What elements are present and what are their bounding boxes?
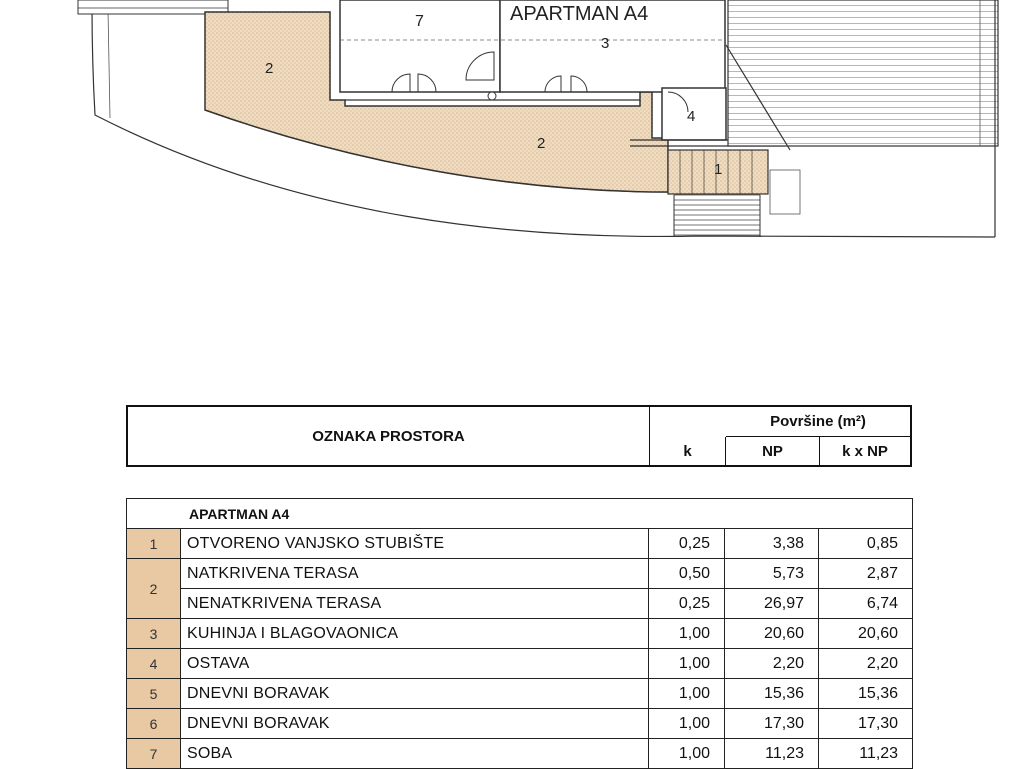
- coef-k: 1,00: [649, 709, 725, 739]
- coef-k: 1,00: [649, 739, 725, 769]
- roof-area: [728, 0, 998, 146]
- area-table-header: [126, 405, 912, 467]
- area-knp: 15,36: [819, 679, 913, 709]
- room-number: 6: [127, 709, 181, 739]
- header-povrsine: Površine (m²): [726, 407, 910, 437]
- table-row: [127, 559, 913, 589]
- coef-k: 0,25: [649, 529, 725, 559]
- table-row: [127, 529, 913, 559]
- area-knp: 20,60: [819, 619, 913, 649]
- room-name: SOBA: [181, 739, 649, 769]
- header-k: k: [650, 437, 726, 465]
- area-np: 15,36: [725, 679, 819, 709]
- coef-k: 1,00: [649, 619, 725, 649]
- room-number: 2: [127, 559, 181, 619]
- table-row: [127, 709, 913, 739]
- coef-k: 1,00: [649, 679, 725, 709]
- room-number: 4: [127, 649, 181, 679]
- room-label-3: 3: [601, 35, 610, 52]
- table-row: [127, 589, 913, 619]
- area-knp: 17,30: [819, 709, 913, 739]
- area-knp: 2,87: [819, 559, 913, 589]
- area-np: 3,38: [725, 529, 819, 559]
- table-row: [127, 619, 913, 649]
- room-number: 7: [127, 739, 181, 769]
- area-np: 20,60: [725, 619, 819, 649]
- room-number: 3: [127, 619, 181, 649]
- room-name: OSTAVA: [181, 649, 649, 679]
- area-np: 17,30: [725, 709, 819, 739]
- room-label-2b: 2: [537, 135, 546, 152]
- coef-k: 0,25: [649, 589, 725, 619]
- table-title: APARTMAN A4: [127, 499, 913, 529]
- room-label-4: 4: [687, 108, 696, 125]
- room-number: 1: [127, 529, 181, 559]
- header-oznaka: OZNAKA PROSTORA: [128, 407, 650, 465]
- header-kxnp: k x NP: [842, 442, 888, 460]
- area-knp: 11,23: [819, 739, 913, 769]
- area-np: 11,23: [725, 739, 819, 769]
- room-label-7: 7: [415, 13, 424, 30]
- area-np: 5,73: [725, 559, 819, 589]
- room-name: NENATKRIVENA TERASA: [181, 589, 649, 619]
- room-name: NATKRIVENA TERASA: [181, 559, 649, 589]
- plan-title: APARTMAN A4: [510, 3, 649, 25]
- area-np: 26,97: [725, 589, 819, 619]
- room-name: KUHINJA I BLAGOVAONICA: [181, 619, 649, 649]
- room-number: 5: [127, 679, 181, 709]
- room-name: DNEVNI BORAVAK: [181, 709, 649, 739]
- coef-k: 0,50: [649, 559, 725, 589]
- room-name: DNEVNI BORAVAK: [181, 679, 649, 709]
- room-label-1: 1: [714, 161, 723, 178]
- table-title-row: [127, 499, 913, 529]
- room-label-2a: 2: [265, 60, 274, 77]
- table-row: [127, 739, 913, 769]
- table-row: [127, 679, 913, 709]
- area-table: [126, 498, 913, 769]
- area-np: 2,20: [725, 649, 819, 679]
- table-row: [127, 649, 913, 679]
- header-np: NP: [726, 437, 820, 465]
- floor-plan: [0, 0, 1024, 250]
- room-name: OTVORENO VANJSKO STUBIŠTE: [181, 529, 649, 559]
- area-knp: 2,20: [819, 649, 913, 679]
- area-knp: 6,74: [819, 589, 913, 619]
- coef-k: 1,00: [649, 649, 725, 679]
- area-knp: 0,85: [819, 529, 913, 559]
